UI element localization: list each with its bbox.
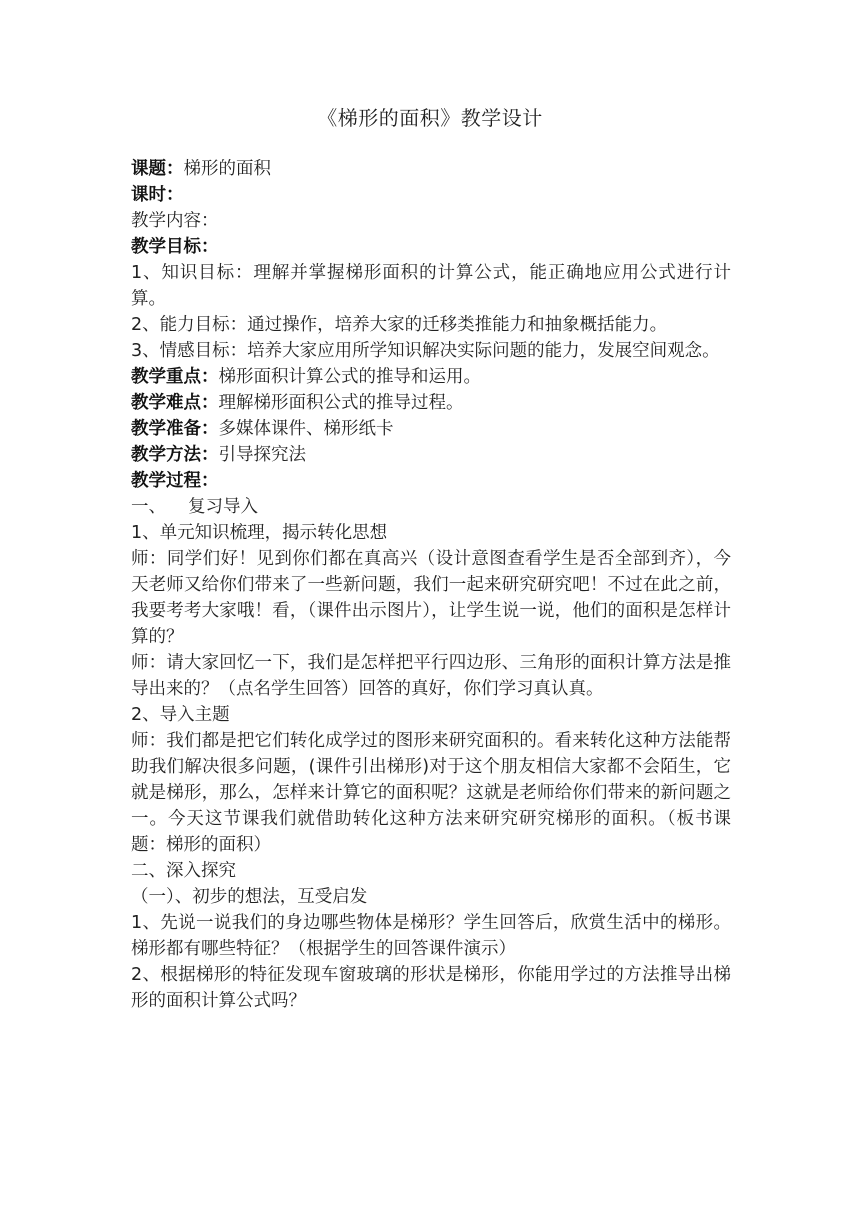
topic-value: 梯形的面积 bbox=[183, 159, 271, 179]
goal-item-1: 1、知识目标：理解并掌握梯形面积的计算公式，能正确地应用公式进行计算。 bbox=[131, 263, 731, 309]
goal-item-3: 3、情感目标：培养大家应用所学知识解决实际问题的能力，发展空间观念。 bbox=[131, 341, 720, 361]
process-label: 教学过程： bbox=[131, 471, 219, 491]
section-2-paragraph-2: 2、根据梯形的特征发现车窗玻璃的形状是梯形，你能用学过的方法推导出梯形的面积计算公式吗？ bbox=[131, 965, 731, 1011]
period-line bbox=[131, 182, 731, 208]
document-body bbox=[131, 156, 731, 1014]
section-1-subheading-1: 1、单元知识梳理，揭示转化思想 bbox=[131, 523, 388, 543]
key-point-line bbox=[131, 364, 731, 390]
section-1-paragraph-1: 师：同学们好！见到你们都在真高兴（设计意图查看学生是否全部到齐），今天老师又给你们带来了一些新问题，我们一起来研究研究吧！不过在此之前，我要考考大家哦！看，（课件出示图片），让学生说一说，他们的面积是怎样计算的？ bbox=[131, 549, 731, 647]
section-1-paragraph-3: 师：我们都是把它们转化成学过的图形来研究面积的。看来转化这种方法能帮助我们解决很多问题，(课件引出梯形)对于这个朋友相信大家都不会陌生，它就是梯形，那么，怎样来计算它的面积呢？这就是老师给你们带来的新问题之一。今天这节课我们就借助转化这种方法来研究研究梯形的面积。（板书课题：梯形的面积） bbox=[131, 731, 731, 855]
section-1-paragraph-2: 师：请大家回忆一下，我们是怎样把平行四边形、三角形的面积计算方法是推导出来的？（点名学生回答）回答的真好，你们学习真认真。 bbox=[131, 653, 731, 699]
content-label: 教学内容： bbox=[131, 211, 219, 231]
difficulty-line bbox=[131, 390, 731, 416]
key-point-label: 教学重点： bbox=[131, 367, 219, 387]
preparation-value: 多媒体课件、梯形纸卡 bbox=[218, 419, 394, 439]
process-heading bbox=[131, 468, 731, 494]
difficulty-label: 教学难点： bbox=[131, 393, 219, 413]
method-label: 教学方法： bbox=[131, 445, 219, 465]
content-line bbox=[131, 208, 731, 234]
section-2-subheading-1: （一）、初步的想法，互受启发 bbox=[131, 887, 368, 907]
section-1-number: 一、 bbox=[131, 497, 166, 517]
method-value: 引导探究法 bbox=[218, 445, 306, 465]
topic-label: 课题： bbox=[131, 159, 184, 179]
preparation-line bbox=[131, 416, 731, 442]
goal-item-2: 2、能力目标：通过操作，培养大家的迁移类推能力和抽象概括能力。 bbox=[131, 315, 668, 335]
section-1-heading bbox=[131, 494, 731, 520]
goals-heading bbox=[131, 234, 731, 260]
method-line bbox=[131, 442, 731, 468]
goals-label: 教学目标： bbox=[131, 237, 219, 257]
topic-line bbox=[131, 156, 731, 182]
key-point-value: 梯形面积计算公式的推导和运用。 bbox=[218, 367, 481, 387]
section-1-subheading-2: 2、导入主题 bbox=[131, 705, 230, 725]
section-2-heading: 二、深入探究 bbox=[131, 861, 236, 881]
section-2-paragraph-1: 1、先说一说我们的身边哪些物体是梯形？学生回答后，欣赏生活中的梯形。梯形都有哪些特征？（根据学生的回答课件演示） bbox=[131, 913, 731, 959]
preparation-label: 教学准备： bbox=[131, 419, 219, 439]
period-label: 课时： bbox=[131, 185, 184, 205]
difficulty-value: 理解梯形面积公式的推导过程。 bbox=[218, 393, 464, 413]
section-1-title: 复习导入 bbox=[188, 497, 258, 517]
document-title: 《梯形的面积》教学设计 bbox=[317, 106, 543, 130]
